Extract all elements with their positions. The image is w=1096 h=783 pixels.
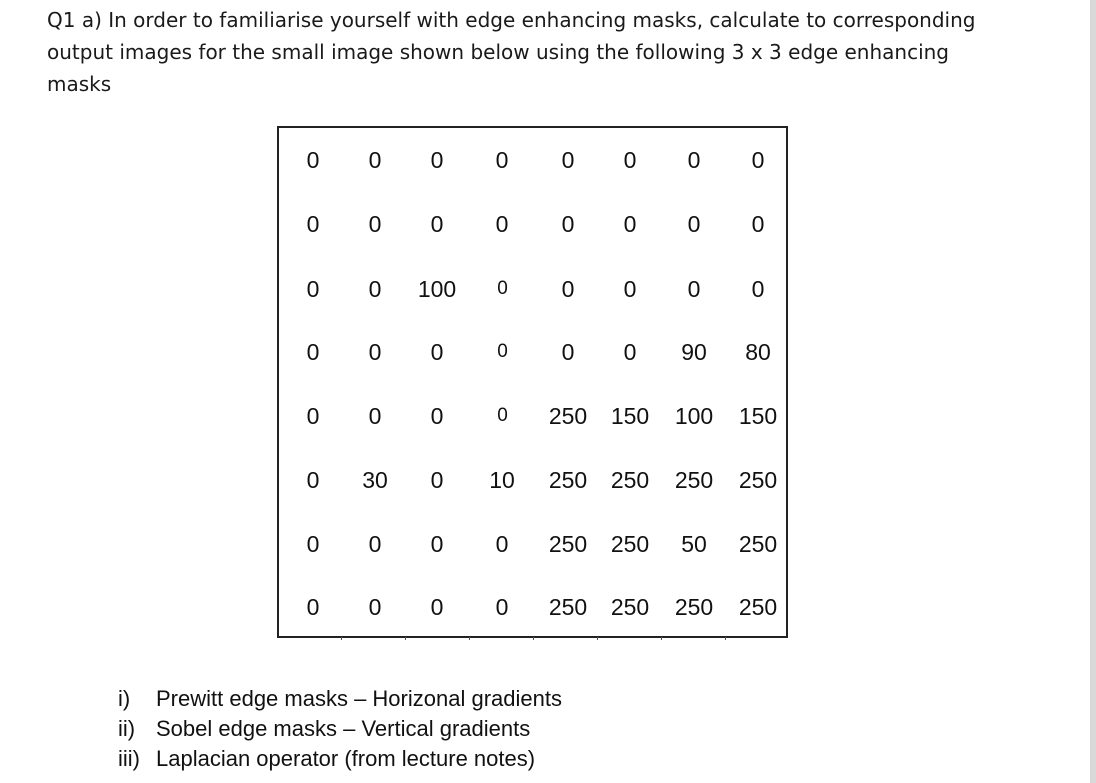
- matrix-cell: 150: [738, 403, 778, 429]
- question-text: [47, 4, 1047, 100]
- matrix-cell: 0: [306, 594, 320, 620]
- matrix-cell: 250: [548, 467, 588, 493]
- matrix-cell: 250: [738, 467, 778, 493]
- matrix-cell: 250: [548, 531, 588, 557]
- tick-mark: [661, 637, 662, 640]
- matrix-cell: 0: [430, 403, 444, 429]
- matrix-cell: 0: [306, 531, 320, 557]
- question-line: output images for the small image shown below using the following 3 x 3 edge enhancing: [47, 40, 950, 64]
- matrix-cell: 0: [430, 467, 444, 493]
- matrix-cell: 0: [561, 211, 575, 237]
- matrix-cell: 0: [497, 278, 507, 299]
- tick-mark: [341, 637, 342, 640]
- matrix-cell: 0: [623, 276, 637, 302]
- mask-item-sobel: [118, 714, 562, 744]
- matrix-cell: 0: [368, 339, 382, 365]
- mask-item-text: Sobel edge masks – Vertical gradients: [156, 716, 531, 741]
- matrix-cell: 0: [306, 403, 320, 429]
- matrix-cell: 0: [687, 211, 701, 237]
- matrix-cell: 0: [751, 276, 765, 302]
- matrix-cell: 0: [306, 339, 320, 365]
- matrix-cell: 250: [548, 403, 588, 429]
- matrix-cell: 0: [430, 594, 444, 620]
- matrix-cell: 50: [681, 531, 707, 557]
- matrix-cell: 0: [561, 276, 575, 302]
- matrix-cell: 0: [623, 211, 637, 237]
- matrix-cell: 0: [751, 211, 765, 237]
- tick-mark: [725, 637, 726, 640]
- matrix-cell: 0: [495, 594, 509, 620]
- matrix-cell: 250: [610, 594, 650, 620]
- matrix-cell: 0: [497, 405, 507, 426]
- matrix-cell: 0: [368, 531, 382, 557]
- matrix-cell: 250: [674, 594, 714, 620]
- matrix-cell: 250: [674, 467, 714, 493]
- mask-item-laplacian: [118, 744, 562, 774]
- matrix-bottom-ticks: [277, 637, 788, 641]
- image-matrix: [277, 126, 788, 638]
- matrix-cell: 0: [368, 276, 382, 302]
- mask-item-number: i): [118, 686, 131, 711]
- mask-list: [118, 684, 562, 774]
- matrix-cell: 80: [745, 339, 771, 365]
- matrix-cell: 90: [681, 339, 707, 365]
- matrix-cell: 0: [368, 594, 382, 620]
- matrix-cell: 0: [306, 211, 320, 237]
- tick-mark: [533, 637, 534, 640]
- tick-mark: [597, 637, 598, 640]
- matrix-cell: 0: [623, 147, 637, 173]
- matrix-cell: 0: [306, 276, 320, 302]
- matrix-cell: 0: [687, 147, 701, 173]
- matrix-cell: 0: [368, 211, 382, 237]
- matrix-cell: 10: [489, 467, 515, 493]
- matrix-cell: 100: [674, 403, 714, 429]
- matrix-cell: 0: [430, 531, 444, 557]
- matrix-cell: 0: [368, 403, 382, 429]
- page-edge: [1090, 0, 1096, 783]
- tick-mark: [405, 637, 406, 640]
- matrix-cell: 0: [495, 147, 509, 173]
- mask-item-text: Prewitt edge masks – Horizonal gradients: [156, 686, 562, 711]
- question-line: Q1 a) In order to familiarise yourself with edge enhancing masks, calculate to corresponding: [47, 8, 976, 32]
- mask-item-text: Laplacian operator (from lecture notes): [156, 746, 536, 771]
- matrix-cell: 250: [738, 531, 778, 557]
- matrix-cell: 0: [430, 339, 444, 365]
- mask-item-prewitt: [118, 684, 562, 714]
- matrix-cell: 30: [362, 467, 388, 493]
- matrix-cell: 0: [497, 341, 507, 362]
- matrix-cell: 0: [430, 147, 444, 173]
- matrix-cell: 0: [751, 147, 765, 173]
- matrix-cell: 250: [610, 467, 650, 493]
- matrix-cell: 0: [495, 211, 509, 237]
- mask-item-number: iii): [118, 746, 140, 771]
- question-line: masks: [47, 72, 112, 96]
- matrix-cell: 0: [561, 147, 575, 173]
- matrix-cell: 0: [495, 531, 509, 557]
- mask-item-number: ii): [118, 716, 136, 741]
- matrix-cell: 150: [610, 403, 650, 429]
- matrix-cell: 0: [306, 467, 320, 493]
- matrix-cell: 0: [306, 147, 320, 173]
- matrix-cell: 100: [417, 276, 457, 302]
- matrix-cell: 250: [738, 594, 778, 620]
- matrix-cell: 250: [610, 531, 650, 557]
- matrix-cell: 0: [623, 339, 637, 365]
- tick-mark: [469, 637, 470, 640]
- matrix-cell: 0: [687, 276, 701, 302]
- matrix-cell: 0: [368, 147, 382, 173]
- matrix-cell: 0: [430, 211, 444, 237]
- matrix-cell: 250: [548, 594, 588, 620]
- matrix-cell: 0: [561, 339, 575, 365]
